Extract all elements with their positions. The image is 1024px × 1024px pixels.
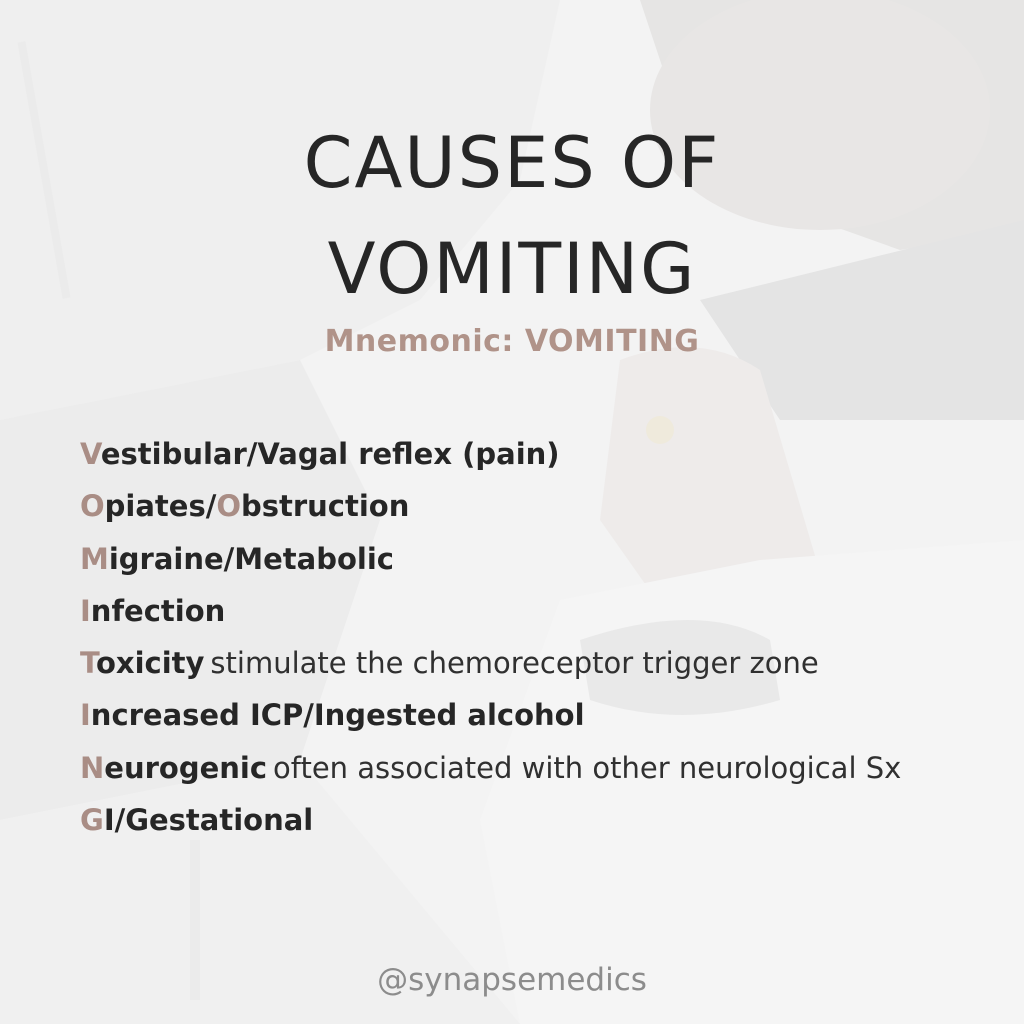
item-note: often associated with other neurological Sx (273, 750, 902, 785)
item-text: I/Gestational (103, 803, 314, 838)
list-item (80, 480, 1010, 532)
list-item (80, 428, 1010, 480)
item-text: eurogenic (104, 750, 268, 785)
mnemonic-letter: I (80, 593, 91, 628)
mnemonic-letter: M (80, 541, 109, 576)
footer-handle: @synapsemedics (377, 962, 647, 998)
mnemonic-letter: N (80, 750, 105, 785)
title-line-2: VOMITING (327, 228, 697, 310)
list-item (80, 794, 1010, 846)
mnemonic-subtitle: Mnemonic: VOMITING (324, 324, 700, 359)
item-text: ncreased ICP/Ingested alcohol (90, 698, 585, 733)
mnemonic-letter: O (80, 489, 105, 524)
list-item (80, 585, 1010, 637)
item-text: igraine/Metabolic (108, 541, 394, 576)
item-note: stimulate the chemoreceptor trigger zone (210, 646, 819, 681)
list-item (80, 742, 1010, 794)
title-line-1: CAUSES OF (303, 122, 721, 204)
item-text: piates/ (104, 489, 217, 524)
page-title (0, 110, 1024, 322)
item-text: oxicity (95, 646, 205, 681)
item-text: estibular/Vagal reflex (pain) (100, 437, 560, 471)
item-text: nfection (90, 593, 226, 628)
mnemonic-list (80, 428, 1010, 846)
mnemonic-letter: I (80, 698, 91, 733)
mnemonic-letter: O (216, 489, 241, 524)
mnemonic-letter: T (80, 646, 96, 681)
list-item (80, 689, 1010, 741)
mnemonic-letter: G (80, 803, 104, 838)
mnemonic-letter: V (80, 437, 101, 471)
item-text: bstruction (240, 489, 410, 524)
list-item (80, 637, 1010, 689)
list-item (80, 533, 1010, 585)
